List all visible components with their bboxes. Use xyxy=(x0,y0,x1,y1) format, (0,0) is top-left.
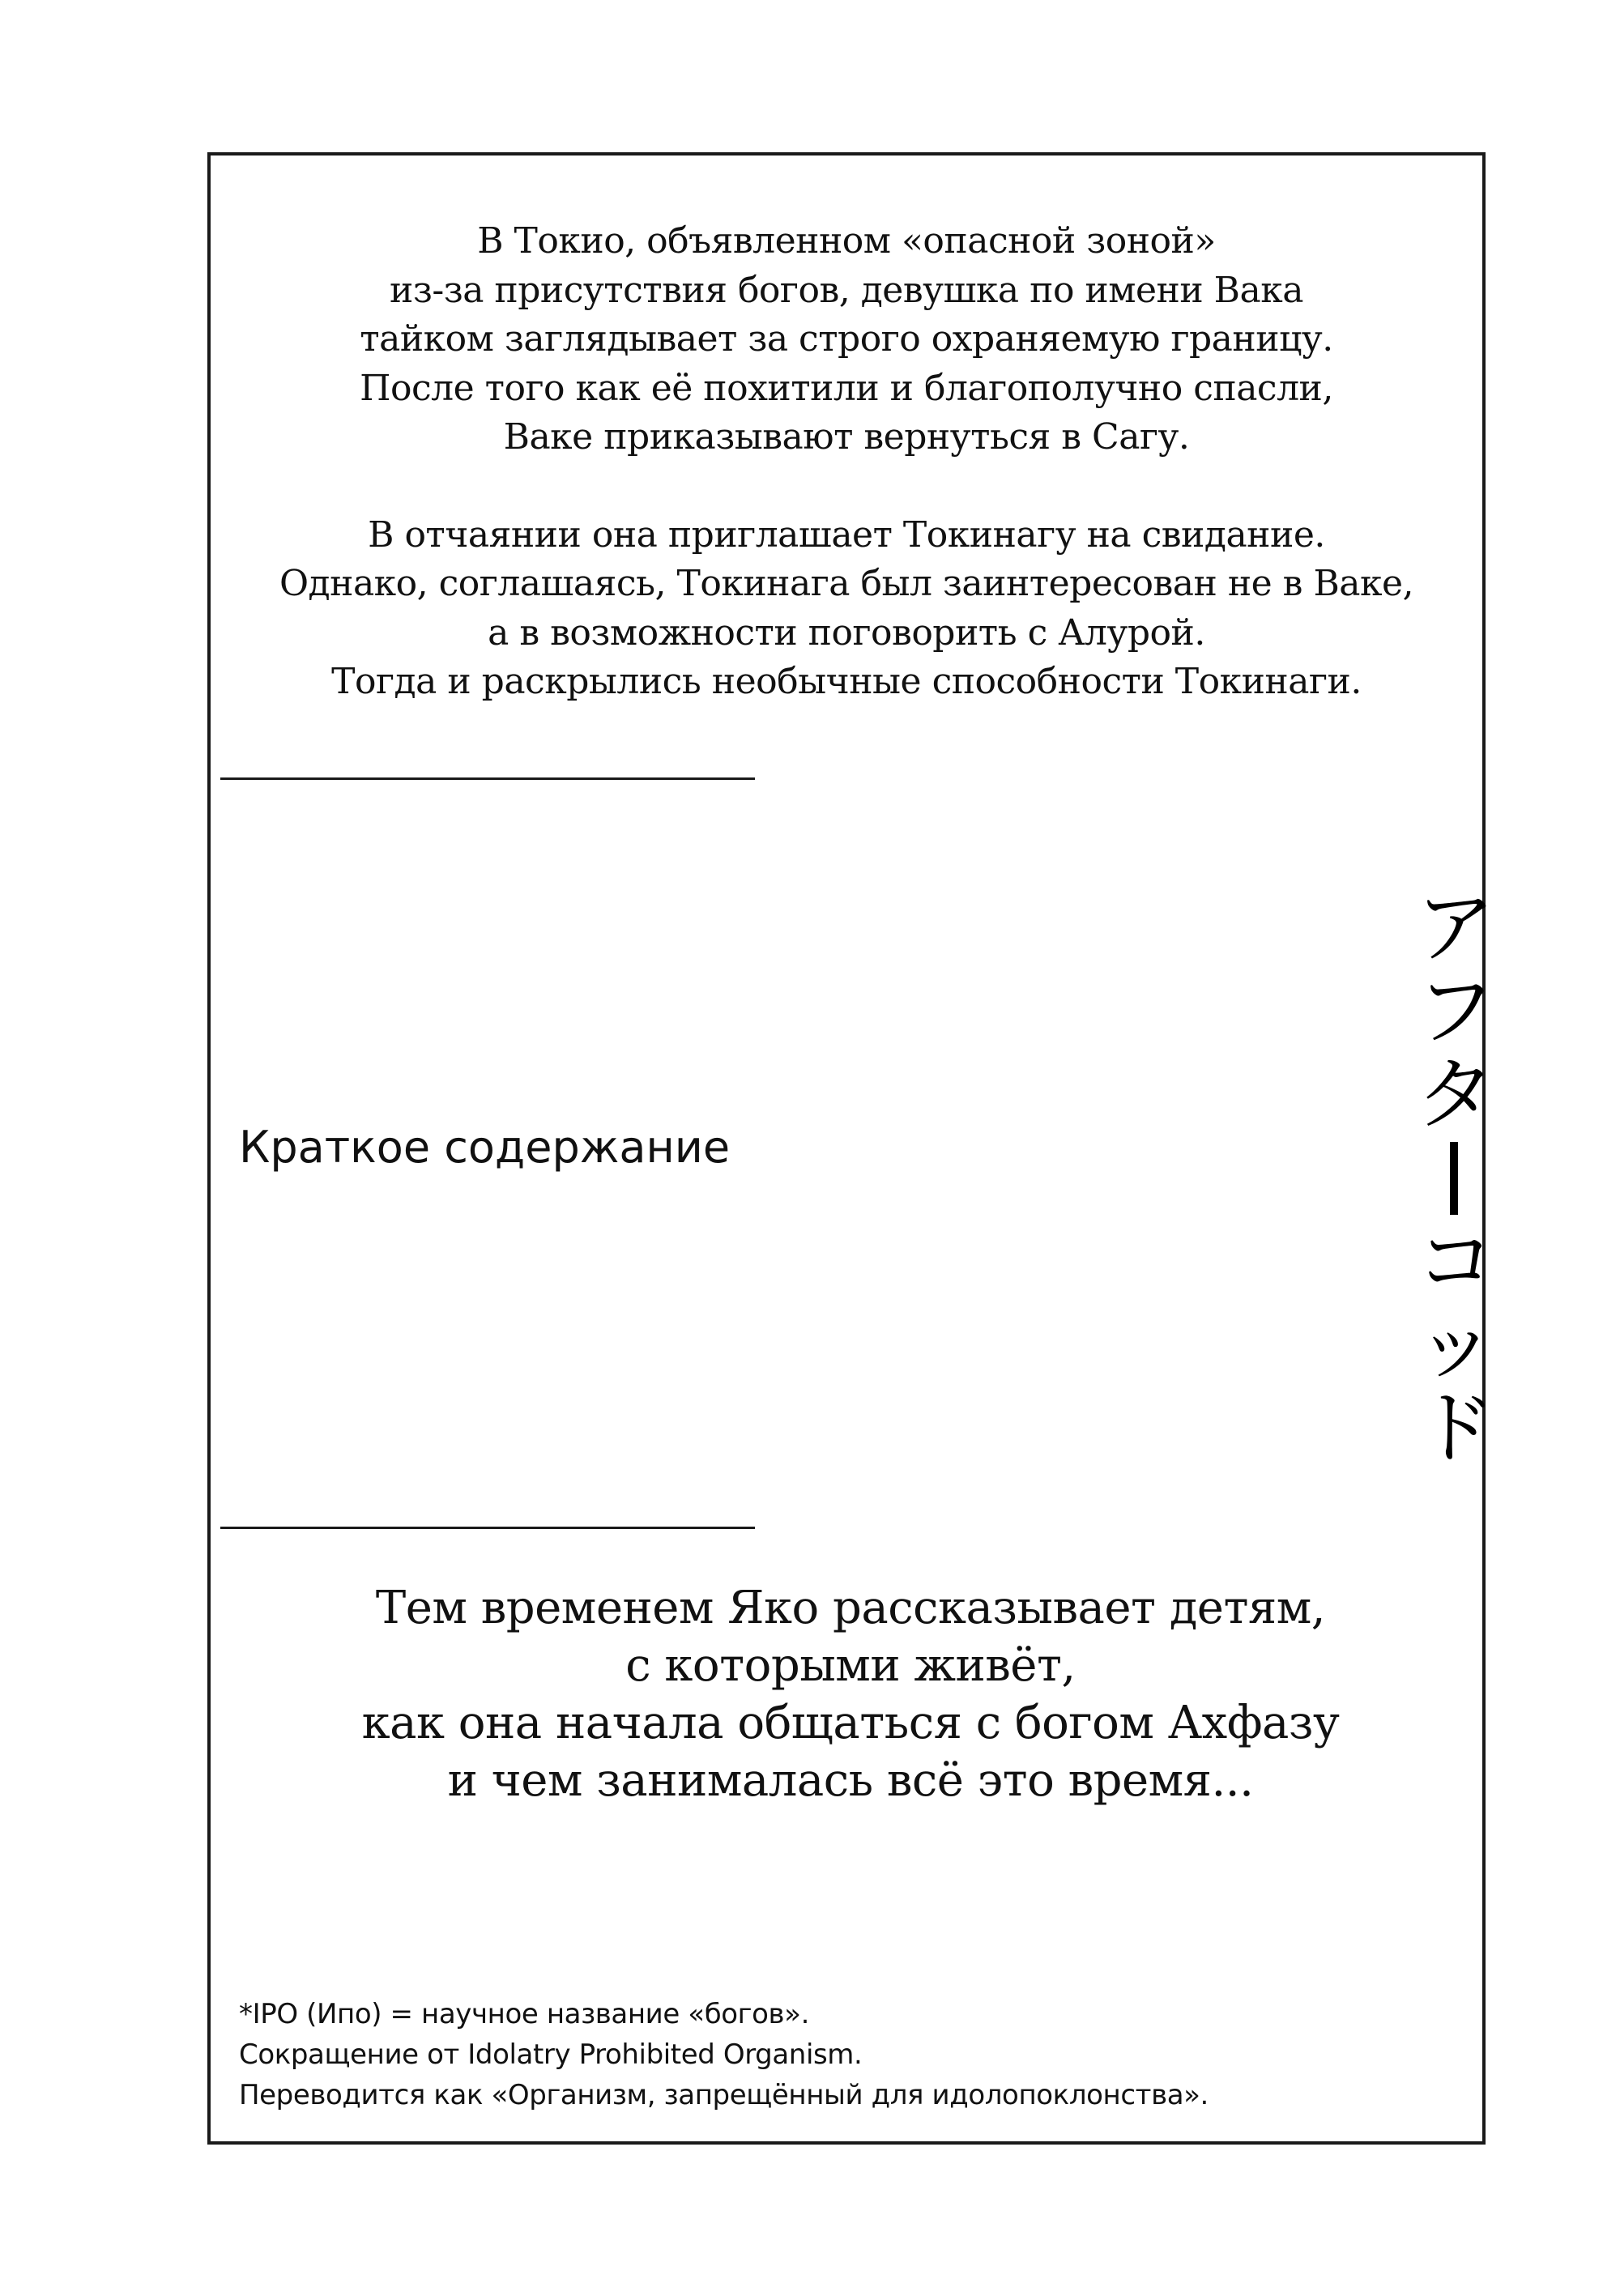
intro-line: После того как её похитили и благополучно спасли, xyxy=(360,367,1333,409)
intro-line: В Токио, объявленном «опасной зоной» xyxy=(477,220,1216,262)
footnote-line: Переводится как «Организм, запрещённый для идолопоклонства». xyxy=(239,2079,1209,2111)
footnote-line: Сокращение от Idolatry Prohibited Organism. xyxy=(239,2038,863,2071)
meanwhile-line: Тем временем Яко рассказывает детям, xyxy=(375,1582,1326,1634)
title-char: コ xyxy=(1416,1216,1496,1308)
long-vowel-mark xyxy=(1450,1142,1458,1215)
intro-line: Ваке приказывают вернуться в Сагу. xyxy=(503,416,1190,458)
title-char: ド xyxy=(1416,1382,1496,1475)
title-char: フ xyxy=(1416,965,1496,1058)
title-char: ッ xyxy=(1416,1299,1496,1391)
intro-line: тайком заглядывает за строго охраняемую границу. xyxy=(360,318,1333,360)
intro-line: Тогда и раскрылись необычные способности Токинаги. xyxy=(331,661,1362,702)
meanwhile-line: с которыми живёт, xyxy=(625,1639,1076,1692)
divider-top xyxy=(220,777,755,780)
intro-line: а в возможности поговорить с Алурой. xyxy=(488,611,1205,654)
paragraph-gap xyxy=(211,462,1482,511)
meanwhile-text xyxy=(324,1579,1377,1809)
intro-line: Однако, соглашаясь, Токинага был заинтересован не в Ваке, xyxy=(279,563,1414,604)
meanwhile-line: как она начала общаться с богом Ахфазу xyxy=(361,1697,1340,1749)
intro-line: В отчаянии она приглашает Токинагу на свидание. xyxy=(368,513,1325,556)
title-char: タ xyxy=(1416,1049,1496,1141)
section-title: Краткое содержание xyxy=(239,1122,731,1173)
divider-bottom xyxy=(220,1527,755,1529)
footnote xyxy=(239,1994,1209,2115)
intro-line: из-за присутствия богов, девушка по имени Вака xyxy=(390,269,1303,311)
meanwhile-line: и чем занималась всё это время... xyxy=(447,1754,1254,1807)
title-char: ア xyxy=(1416,882,1496,974)
footnote-line: *IPO (Ипо) = научное название «богов». xyxy=(239,1998,809,2030)
summary-intro-text xyxy=(211,217,1482,707)
vertical-japanese-title xyxy=(1416,882,1496,1475)
